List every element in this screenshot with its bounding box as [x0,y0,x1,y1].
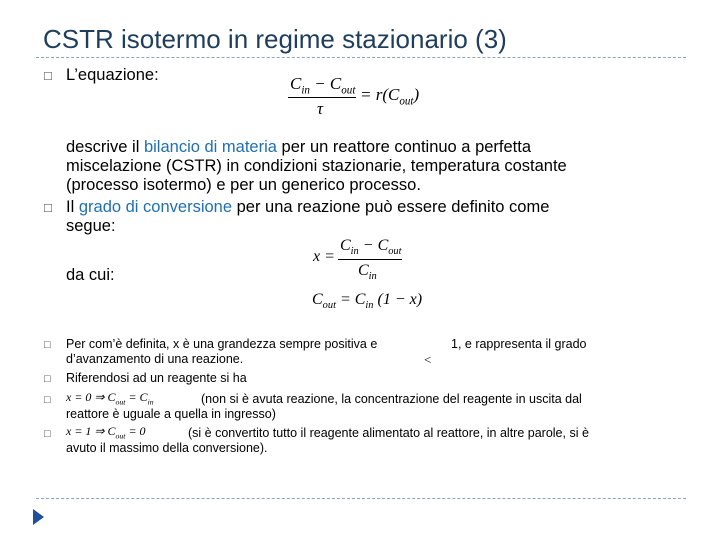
case-x1-text: (si è convertito tutto il reagente alimentato al reattore, in altre parole, si è [188,426,589,440]
bullet-icon: □ [44,339,51,351]
equation-outlet: $C_{out} = C_{in}$ (1 − x) [312,291,423,312]
case-x0-math: x = 0 ⇒ $C_{out} = C_{in}$ [66,390,154,407]
case-x1-line-2: avuto il massimo della conversione). [66,441,268,455]
highlight-bilancio: bilancio di materia [143,138,277,156]
paragraph-line-3: (processo isotermo) e per un generico processo. [66,176,421,194]
bullet-icon: □ [44,373,51,385]
conversion-line-2: segue: [66,217,116,235]
title-divider [36,57,686,58]
bullet-icon: □ [44,394,51,406]
conversion-line-1: Il grado di conversione per una reazione può essere definito come [66,198,550,216]
equation-label: L’equazione: [66,66,159,84]
paragraph-line-2: miscelazione (CSTR) in condizioni stazionarie, temperatura costante [66,157,567,175]
fraction-bar [288,97,356,98]
case-x0-text: (non si è avuta reazione, la concentrazione del reagente in uscita dal [201,392,582,406]
case-x1-math: x = 1 ⇒ $C_{out} = 0$ [66,424,146,441]
paragraph-line-1: descrive il bilancio di materia per un reattore continuo a perfetta [66,138,532,156]
footer-divider [36,498,686,499]
note-line-1-end: 1, e rappresenta il grado [451,337,587,351]
note-reagent: Riferendosi ad un reagente si ha [66,371,247,385]
bullet-icon: □ [44,200,52,215]
slide-title: CSTR isotermo in regime stazionario (3) [43,24,507,54]
note-line-1: Per com’è definita, x è una grandezza sempre positiva e [66,337,378,351]
fraction-bar [338,259,402,260]
less-than-symbol: < [424,352,432,367]
note-line-2: d’avanzamento di una reazione. [66,352,244,366]
bullet-icon: □ [44,68,52,83]
next-slide-arrow-icon[interactable] [33,509,44,525]
highlight-grado: grado di conversione [78,198,233,216]
bullet-icon: □ [44,428,51,440]
da-cui-label: da cui: [66,266,115,284]
case-x0-line-2: reattore è uguale a quella in ingresso) [66,407,276,421]
